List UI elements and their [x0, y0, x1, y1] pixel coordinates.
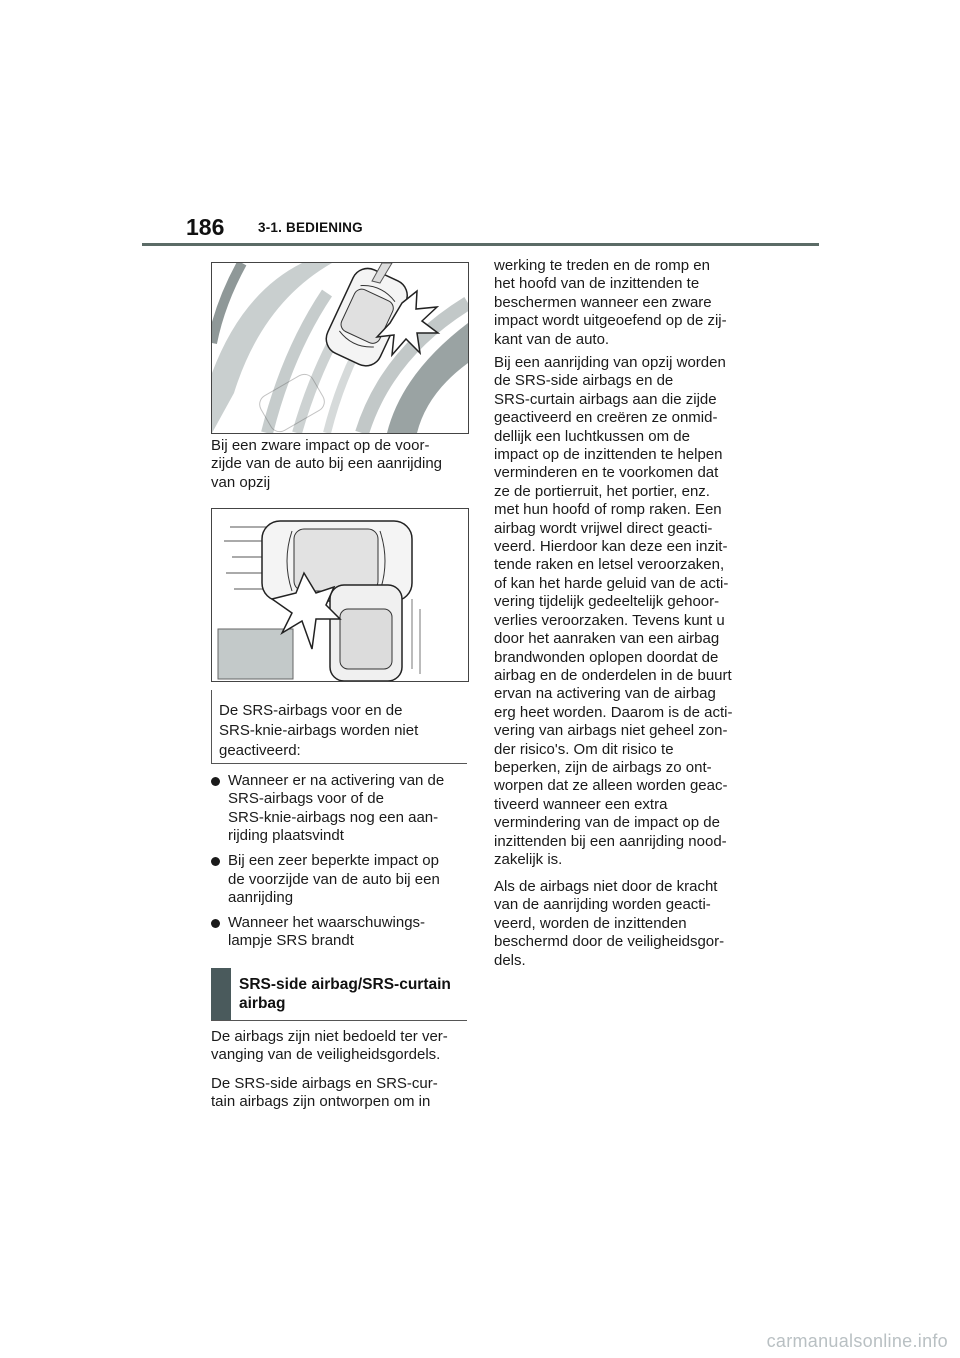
right-paragraph-3: Als de airbags niet door de kracht van de aanrijding worden geacti- veerd, worden de inzittenden beschermd door de veiligheidsgor- dels.	[494, 878, 725, 969]
note-box	[211, 690, 467, 764]
list-item	[211, 914, 467, 951]
bullet-dot-icon	[211, 919, 220, 928]
note-text: De SRS-airbags voor en de SRS-knie-airbags worden niet geactiveerd:	[219, 702, 419, 759]
left-paragraph-2: De SRS-side airbags en SRS-cur- tain airbags zijn ontworpen om in	[211, 1075, 438, 1111]
page-number: 186	[186, 214, 225, 240]
bullet-text: Wanneer het waarschuwings- lampje SRS brandt	[228, 913, 426, 950]
figure-side-impact	[211, 508, 469, 682]
right-paragraph-2: Bij een aanrijding van opzij worden de SRS-side airbags en de SRS-curtain airbags aan die zijde geactiveerd en creëren ze onmid- dellijk een luchtkussen om de impact op de inzittenden te helpen verminderen en te voorkomen dat ze de portierruit, het portier, enz. met hun hoofd of romp raken. Een airbag wordt vrijwel direct geacti- veerd. Hierdoor kan deze een inzit- tende raken en letsel veroorzaken, of kan het harde geluid van de acti- vering tijdelijk gedeeltelijk gehoor- verlies veroorzaken. Tevens kunt u door het aanraken van een airbag brandwonden oplopen doordat de airbag en de onderdelen in de buurt ervan na activering van de airbag erg heet worden. Daarom is de acti- vering van airbags niet geheel zon- der risico's. Om dit risico te beperken, zijn de airbags zo ont- worpen dat ze alleen worden geac- tiveerd wanneer een extra vermindering van de impact op de inzittenden bij een aanrijding nood- zakelijk is.	[494, 354, 733, 868]
subheading-label: SRS-side airbag/SRS-curtain airbag	[239, 976, 451, 1012]
list-item	[211, 772, 467, 846]
subheading-srs-side-airbag	[211, 968, 467, 1021]
right-paragraph-1: werking te treden en de romp en het hoofd van de inzittenden te beschermen wanneer een zware impact wordt uitgeoefend op de zij- kant van de auto.	[494, 257, 727, 348]
list-item	[211, 852, 467, 907]
bullet-text: Wanneer er na activering van de SRS-airbags voor of de SRS-knie-airbags nog een aan- rijding plaatsvindt	[228, 772, 445, 845]
car-front-corner-impact-illustration	[212, 263, 468, 433]
bullet-dot-icon	[211, 777, 220, 786]
left-paragraph-1: De airbags zijn niet bedoeld ter ver- vanging van de veiligheidsgordels.	[211, 1028, 448, 1064]
figure1-caption-text: Bij een zware impact op de voor- zijde van de auto bij een aanrijding van opzij	[211, 437, 442, 491]
watermark: carmanualsonline.info	[766, 1331, 948, 1351]
section-title: 3-1. BEDIENING	[258, 220, 363, 235]
car-side-impact-illustration	[212, 509, 468, 681]
bullet-dot-icon	[211, 857, 220, 866]
header-rule	[142, 243, 819, 246]
bullet-list	[211, 772, 467, 957]
subheading-bar	[211, 968, 231, 1020]
figure1-caption	[211, 437, 471, 492]
figure-front-corner-impact	[211, 262, 469, 434]
bullet-text: Bij een zeer beperkte impact op de voorzijde van de auto bij een aanrijding	[228, 852, 440, 906]
